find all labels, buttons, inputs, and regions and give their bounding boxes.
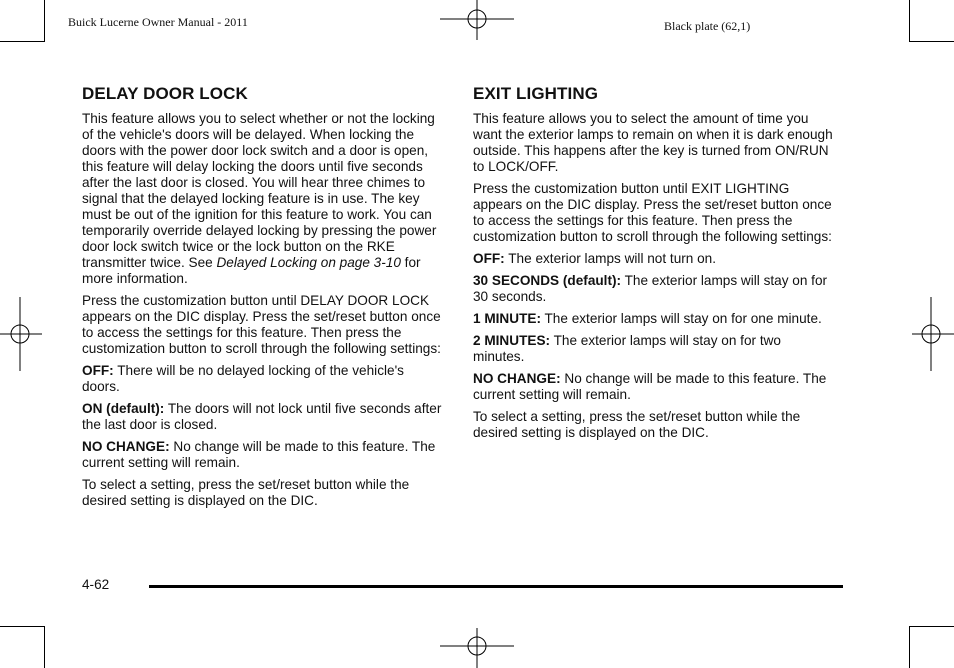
option-item — [473, 311, 835, 327]
option-term: OFF: — [473, 251, 505, 266]
option-term: NO CHANGE: — [473, 371, 561, 386]
delay-door-lock-section — [82, 84, 444, 515]
crop-mark — [44, 0, 45, 42]
cross-reference-link[interactable]: Delayed Locking on page 3-10 — [216, 255, 401, 270]
option-term: NO CHANGE: — [82, 439, 170, 454]
registration-mark-icon — [440, 0, 514, 40]
intro-text-end: for more information. — [82, 255, 421, 286]
option-item — [473, 371, 835, 403]
running-header-title: Buick Lucerne Owner Manual - 2011 — [68, 15, 248, 29]
running-header-plate: Black plate (62,1) — [664, 19, 751, 33]
crop-mark — [44, 626, 45, 668]
option-description: No change will be made to this feature. The current setting will remain. — [82, 439, 436, 470]
option-term: OFF: — [82, 363, 114, 378]
section-heading: EXIT LIGHTING — [473, 84, 599, 103]
option-term: 2 MINUTES: — [473, 333, 551, 348]
intro-text: This feature allows you to select whether or not the locking of the vehicle's doors will be delayed. When locking the doors with the power door lock switch and a door is open, this feature will delay locking the doors until five seconds after the last door is closed. You will hear three chimes to signal that the delayed locking feature is in use. The key must be out of the ignition for this feature to work. You can temporarily override delayed locking by pressing the power door lock switch twice or the lock button on the RKE transmitter twice. See — [82, 111, 437, 270]
page-number: 4-62 — [82, 577, 110, 592]
closing-paragraph: To select a setting, press the set/reset button while the desired setting is displayed on the DIC. — [473, 409, 801, 440]
option-item — [82, 401, 444, 433]
option-description: The exterior lamps will stay on for 30 seconds. — [473, 273, 828, 304]
footer-rule — [149, 585, 843, 588]
option-description: The exterior lamps will stay on for one minute. — [540, 311, 822, 326]
crop-mark — [910, 41, 954, 42]
exit-lighting-section — [473, 84, 835, 447]
option-description: The exterior lamps will stay on for two minutes. — [473, 333, 781, 364]
crop-mark — [909, 626, 910, 668]
registration-mark-icon — [0, 297, 42, 371]
option-description: No change will be made to this feature. The current setting will remain. — [473, 371, 827, 402]
option-description: The exterior lamps will not turn on. — [504, 251, 717, 266]
option-item — [82, 363, 444, 395]
crop-mark — [0, 626, 44, 627]
option-term: ON (default): — [82, 401, 165, 416]
option-description: The doors will not lock until five seconds after the last door is closed. — [82, 401, 442, 432]
intro-paragraph: This feature allows you to select the amount of time you want the exterior lamps to remain on when it is dark enough outside. This happens after the key is turned from ON/RUN to LOCK/OFF. — [473, 111, 833, 174]
intro-paragraph — [82, 111, 444, 287]
instructions-paragraph: Press the customization button until EXIT LIGHTING appears on the DIC display. Press the set/reset button once to access the settings for this feature. Then press the customization button to scroll through the following settings: — [473, 181, 832, 244]
option-item — [473, 251, 835, 267]
option-item — [473, 273, 835, 305]
crop-mark — [910, 626, 954, 627]
option-term: 30 SECONDS (default): — [473, 273, 622, 288]
crop-mark — [0, 41, 44, 42]
closing-paragraph: To select a setting, press the set/reset button while the desired setting is displayed on the DIC. — [82, 477, 410, 508]
registration-mark-icon — [912, 297, 954, 371]
option-term: 1 MINUTE: — [473, 311, 541, 326]
instructions-paragraph: Press the customization button until DELAY DOOR LOCK appears on the DIC display. Press the set/reset button once to access the settings for this feature. Then press the customization button to scroll through the following settings: — [82, 293, 441, 356]
option-item — [82, 439, 444, 471]
option-item — [473, 333, 835, 365]
section-heading: DELAY DOOR LOCK — [82, 84, 248, 103]
option-description: There will be no delayed locking of the vehicle's doors. — [82, 363, 404, 394]
crop-mark — [909, 0, 910, 42]
registration-mark-icon — [440, 628, 514, 668]
